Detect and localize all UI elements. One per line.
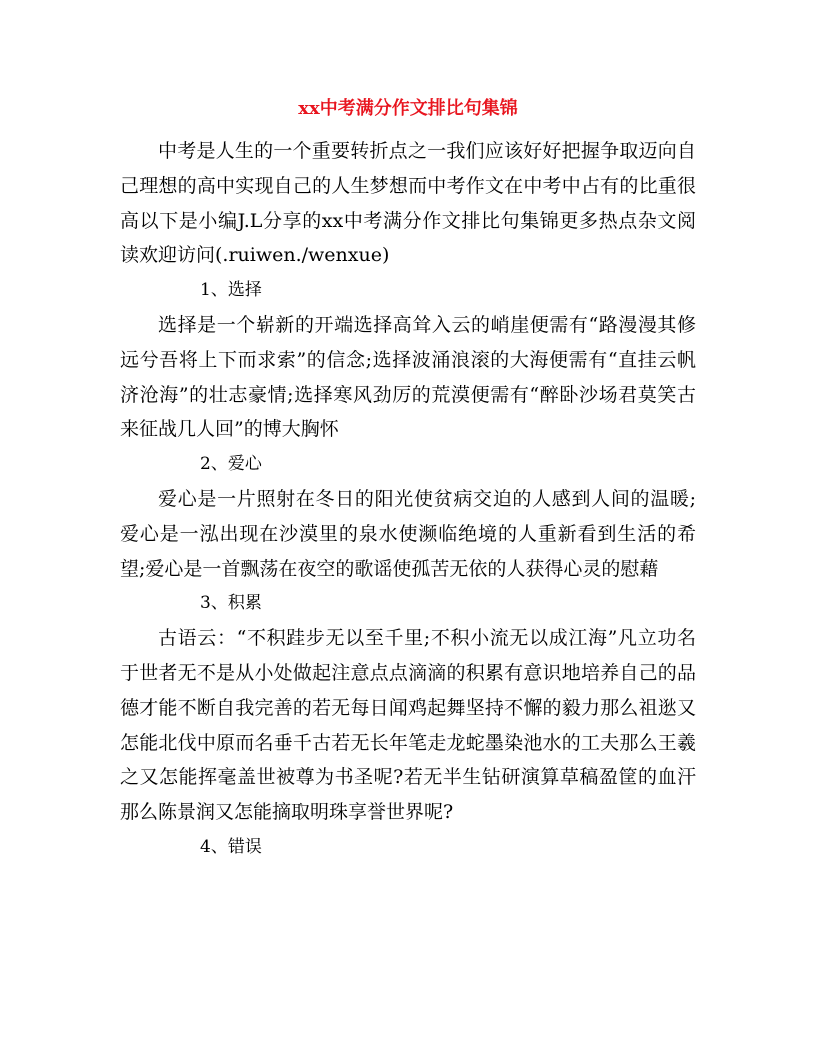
section-body-choice: 选择是一个崭新的开端选择高耸入云的峭崖便需有“路漫漫其修远兮吾将上下而求索”的信念;选择波涌浪滚的大海便需有“直挂云帆济沧海”的壮志豪情;选择寒风劲厉的荒漠便需有“醉卧沙场君莫笑古来征战几人回”的博大胸怀 — [120, 313, 696, 441]
section-heading-choice: 1、选择 — [200, 280, 262, 301]
section-heading-love: 2、爱心 — [200, 454, 262, 475]
section-body-love: 爱心是一片照射在冬日的阳光使贫病交迫的人感到人间的温暖;爱心是一泓出现在沙漠里的泉水使濒临绝境的人重新看到生活的希望;爱心是一首飘荡在夜空的歌谣使孤苦无依的人获得心灵的慰藉 — [120, 487, 696, 580]
document-title: xx中考满分作文排比句集锦 — [298, 98, 518, 119]
section-heading-accumulation: 3、积累 — [200, 593, 262, 614]
intro-paragraph: 中考是人生的一个重要转折点之一我们应该好好把握争取迈向自己理想的高中实现自己的人生梦想而中考作文在中考中占有的比重很高以下是小编J.L分享的xx中考满分作文排比句集锦更多热点杂文阅读欢迎访问(.ruiwen./wenxue) — [120, 140, 696, 267]
section-heading-mistake: 4、错误 — [200, 836, 262, 857]
section-body-accumulation: 古语云：“不积跬步无以至千里;不积小流无以成江海”凡立功名于世者无不是从小处做起注意点点滴滴的积累有意识地培养自己的品德才能不断自我完善的若无每日闻鸡起舞坚持不懈的毅力那么祖逖又怎能北伐中原而名垂千古若无长年笔走龙蛇墨染池水的工夫那么王羲之又怎能挥毫盖世被尊为书圣呢?若无半生钻研演算草稿盈筐的血汗那么陈景润又怎能摘取明珠享誉世界呢? — [120, 627, 696, 824]
document-body — [120, 134, 696, 865]
